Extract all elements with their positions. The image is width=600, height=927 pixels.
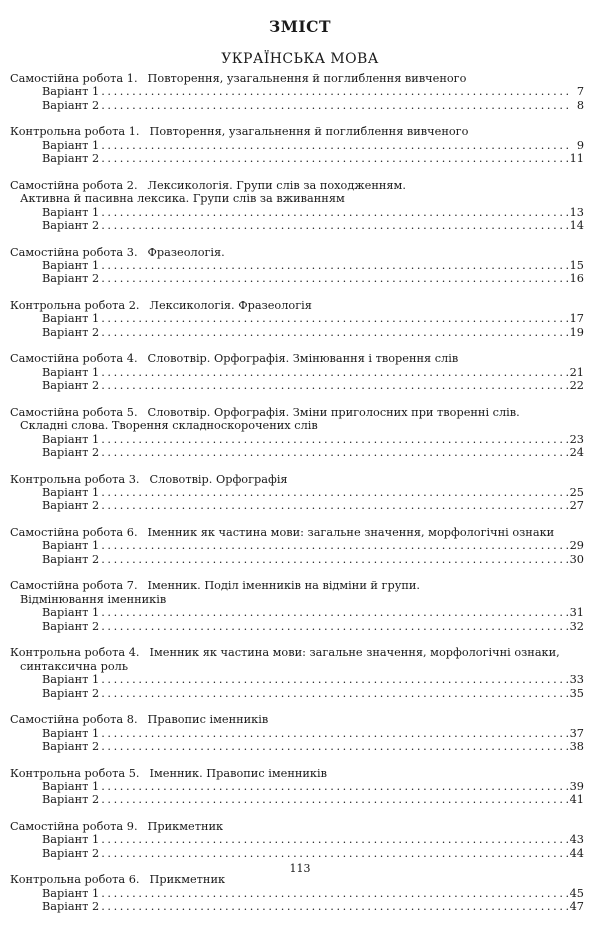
section-kind: Самостійна робота 3. bbox=[10, 245, 138, 259]
dot-leader bbox=[101, 326, 567, 339]
variant-label: Варіант 2 bbox=[42, 272, 100, 286]
toc-entry[interactable] bbox=[10, 99, 584, 112]
section-heading bbox=[10, 406, 584, 419]
page-ref: 9 bbox=[576, 138, 584, 152]
section-topic: Словотвір. Орфографія. Зміни приголосних при творенні слів. bbox=[147, 405, 520, 419]
variant-label: Варіант 2 bbox=[42, 739, 100, 753]
toc-entry[interactable] bbox=[10, 446, 584, 459]
dot-leader bbox=[101, 727, 567, 740]
dot-leader bbox=[101, 152, 567, 165]
dot-leader bbox=[101, 272, 567, 285]
variant-label: Варіант 1 bbox=[42, 726, 100, 740]
section-kind: Контрольна робота 6. bbox=[10, 873, 140, 887]
dot-leader bbox=[101, 673, 567, 686]
toc-entry[interactable] bbox=[10, 206, 584, 219]
page-ref: 19 bbox=[569, 325, 584, 339]
variant-label: Варіант 2 bbox=[42, 152, 100, 166]
toc-section bbox=[10, 767, 584, 807]
toc-entry[interactable] bbox=[10, 366, 584, 379]
toc-entry[interactable] bbox=[10, 687, 584, 700]
toc-entry[interactable] bbox=[10, 139, 584, 152]
page-subtitle: УКРАЇНСЬКА МОВА bbox=[221, 51, 379, 67]
toc-section bbox=[10, 473, 584, 513]
page-ref: 11 bbox=[569, 152, 584, 166]
dot-leader bbox=[101, 99, 568, 112]
page-ref: 45 bbox=[569, 886, 584, 900]
page-ref: 21 bbox=[569, 365, 584, 379]
toc-section bbox=[10, 579, 584, 633]
section-heading bbox=[10, 299, 584, 312]
page-ref: 15 bbox=[569, 259, 584, 273]
page-ref: 24 bbox=[569, 446, 584, 460]
dot-leader bbox=[101, 847, 567, 860]
dot-leader bbox=[101, 780, 567, 793]
variant-label: Варіант 2 bbox=[42, 446, 100, 460]
dot-leader bbox=[101, 206, 567, 219]
dot-leader bbox=[101, 366, 567, 379]
section-kind: Контрольна робота 1. bbox=[10, 125, 140, 139]
variant-label: Варіант 2 bbox=[42, 846, 100, 860]
section-topic: Іменник як частина мови: загальне значення, морфологічні ознаки bbox=[147, 526, 555, 540]
toc-entry[interactable] bbox=[10, 499, 584, 512]
section-heading bbox=[10, 473, 584, 486]
variant-label: Варіант 2 bbox=[42, 98, 100, 112]
section-kind: Самостійна робота 5. bbox=[10, 405, 138, 419]
page-ref: 8 bbox=[576, 98, 584, 112]
toc-entry[interactable] bbox=[10, 312, 584, 325]
section-topic: Повторення, узагальнення й поглиблення вивченого bbox=[147, 72, 467, 85]
toc-entry[interactable] bbox=[10, 433, 584, 446]
variant-label: Варіант 1 bbox=[42, 205, 100, 219]
variant-label: Варіант 2 bbox=[42, 686, 100, 700]
section-kind: Самостійна робота 8. bbox=[10, 713, 138, 727]
variant-label: Варіант 2 bbox=[42, 793, 100, 807]
page-ref: 37 bbox=[569, 726, 584, 740]
section-kind: Самостійна робота 2. bbox=[10, 178, 138, 192]
variant-label: Варіант 1 bbox=[42, 432, 100, 446]
variant-label: Варіант 1 bbox=[42, 486, 100, 500]
section-topic: Словотвір. Орфографія. Змінювання і творення слів bbox=[147, 352, 459, 366]
toc-entry[interactable] bbox=[10, 847, 584, 860]
variant-label: Варіант 2 bbox=[42, 219, 100, 233]
page-ref: 32 bbox=[569, 619, 584, 633]
section-topic-continued: Активна й пасивна лексика. Групи слів за вживанням bbox=[20, 192, 345, 206]
toc-section bbox=[10, 646, 584, 700]
section-kind: Контрольна робота 2. bbox=[10, 299, 140, 313]
page-ref: 23 bbox=[569, 432, 584, 446]
section-kind: Самостійна робота 7. bbox=[10, 579, 138, 593]
variant-label: Варіант 1 bbox=[42, 673, 100, 687]
dot-leader bbox=[101, 900, 567, 913]
dot-leader bbox=[101, 740, 567, 753]
section-heading bbox=[10, 72, 584, 85]
toc-entry[interactable] bbox=[10, 152, 584, 165]
variant-label: Варіант 1 bbox=[42, 85, 100, 99]
dot-leader bbox=[101, 833, 567, 846]
variant-label: Варіант 1 bbox=[42, 539, 100, 553]
page-ref: 33 bbox=[569, 673, 584, 687]
toc-entry[interactable] bbox=[10, 780, 584, 793]
section-heading bbox=[10, 820, 584, 833]
section-heading bbox=[10, 713, 584, 726]
toc-entry[interactable] bbox=[10, 259, 584, 272]
toc-entry[interactable] bbox=[10, 486, 584, 499]
section-kind: Самостійна робота 6. bbox=[10, 526, 138, 540]
dot-leader bbox=[101, 887, 567, 900]
section-heading bbox=[10, 526, 584, 539]
dot-leader bbox=[101, 312, 567, 325]
page-ref: 17 bbox=[569, 312, 584, 326]
variant-label: Варіант 1 bbox=[42, 886, 100, 900]
dot-leader bbox=[101, 259, 567, 272]
toc-section bbox=[10, 299, 584, 339]
section-heading bbox=[10, 246, 584, 259]
section-heading bbox=[10, 646, 584, 659]
dot-leader bbox=[101, 539, 567, 552]
section-kind: Самостійна робота 1. bbox=[10, 72, 138, 85]
toc-section bbox=[10, 352, 584, 392]
dot-leader bbox=[101, 553, 567, 566]
toc-entry[interactable] bbox=[10, 740, 584, 753]
variant-label: Варіант 2 bbox=[42, 325, 100, 339]
toc-entry[interactable] bbox=[10, 85, 584, 98]
variant-label: Варіант 1 bbox=[42, 606, 100, 620]
dot-leader bbox=[101, 499, 567, 512]
section-topic: Фразеологія. bbox=[147, 245, 225, 259]
variant-label: Варіант 1 bbox=[42, 138, 100, 152]
toc-section bbox=[10, 873, 584, 913]
section-topic-continued: синтаксична роль bbox=[20, 659, 128, 673]
dot-leader bbox=[101, 85, 568, 98]
page-number: 113 bbox=[289, 862, 311, 875]
toc-entry[interactable] bbox=[10, 620, 584, 633]
section-heading bbox=[10, 873, 584, 886]
toc-entry[interactable] bbox=[10, 793, 584, 806]
toc-section bbox=[10, 713, 584, 753]
page-ref: 41 bbox=[569, 793, 584, 807]
section-topic: Лексикологія. Групи слів за походженням. bbox=[147, 178, 406, 192]
page-ref: 7 bbox=[576, 85, 584, 99]
page-ref: 27 bbox=[569, 499, 584, 513]
section-topic-continued: Складні слова. Творення складноскорочених слів bbox=[20, 419, 318, 433]
toc-entry[interactable] bbox=[10, 272, 584, 285]
toc-section bbox=[10, 179, 584, 233]
page-ref: 13 bbox=[569, 205, 584, 219]
toc-entry[interactable] bbox=[10, 606, 584, 619]
section-topic: Іменник як частина мови: загальне значення, морфологічні ознаки, bbox=[149, 646, 560, 660]
section-heading bbox=[10, 179, 584, 192]
page-ref: 35 bbox=[569, 686, 584, 700]
page-ref: 47 bbox=[569, 900, 584, 914]
dot-leader bbox=[101, 433, 567, 446]
section-heading bbox=[10, 579, 584, 592]
dot-leader bbox=[101, 379, 567, 392]
dot-leader bbox=[101, 606, 567, 619]
dot-leader bbox=[101, 446, 567, 459]
variant-label: Варіант 2 bbox=[42, 499, 100, 513]
section-kind: Самостійна робота 9. bbox=[10, 819, 138, 833]
page-ref: 25 bbox=[569, 486, 584, 500]
toc-entry[interactable] bbox=[10, 379, 584, 392]
section-kind: Самостійна робота 4. bbox=[10, 352, 138, 366]
page-ref: 44 bbox=[569, 846, 584, 860]
toc-entry[interactable] bbox=[10, 553, 584, 566]
toc-section bbox=[10, 406, 584, 460]
variant-label: Варіант 1 bbox=[42, 365, 100, 379]
variant-label: Варіант 1 bbox=[42, 312, 100, 326]
toc-entry[interactable] bbox=[10, 727, 584, 740]
dot-leader bbox=[101, 139, 568, 152]
page-ref: 14 bbox=[569, 219, 584, 233]
section-kind: Контрольна робота 4. bbox=[10, 646, 140, 660]
section-topic: Словотвір. Орфографія bbox=[149, 472, 288, 486]
variant-label: Варіант 2 bbox=[42, 619, 100, 633]
section-topic: Правопис іменників bbox=[147, 713, 269, 727]
section-heading bbox=[10, 767, 584, 780]
variant-label: Варіант 2 bbox=[42, 900, 100, 914]
dot-leader bbox=[101, 219, 567, 232]
dot-leader bbox=[101, 620, 567, 633]
section-topic-continued: Відмінювання іменників bbox=[20, 592, 167, 606]
variant-label: Варіант 2 bbox=[42, 379, 100, 393]
variant-label: Варіант 1 bbox=[42, 259, 100, 273]
toc-entry[interactable] bbox=[10, 219, 584, 232]
toc-section bbox=[10, 246, 584, 286]
page-ref: 31 bbox=[569, 606, 584, 620]
page-ref: 29 bbox=[569, 539, 584, 553]
toc-entry[interactable] bbox=[10, 887, 584, 900]
page-ref: 16 bbox=[569, 272, 584, 286]
section-heading bbox=[10, 125, 584, 138]
section-topic: Повторення, узагальнення й поглиблення вивченого bbox=[149, 125, 469, 139]
section-topic: Іменник. Правопис іменників bbox=[149, 766, 327, 780]
section-topic: Прикметник bbox=[149, 873, 226, 887]
page-ref: 30 bbox=[569, 552, 584, 566]
page-ref: 43 bbox=[569, 833, 584, 847]
dot-leader bbox=[101, 486, 567, 499]
page-title: ЗМІСТ bbox=[269, 17, 331, 36]
page-ref: 22 bbox=[569, 379, 584, 393]
section-topic: Прикметник bbox=[147, 819, 224, 833]
variant-label: Варіант 1 bbox=[42, 779, 100, 793]
section-topic: Іменник. Поділ іменників на відміни й групи. bbox=[147, 579, 421, 593]
toc-section bbox=[10, 125, 584, 165]
toc-section bbox=[10, 526, 584, 566]
toc-entry[interactable] bbox=[10, 539, 584, 552]
variant-label: Варіант 2 bbox=[42, 552, 100, 566]
section-kind: Контрольна робота 3. bbox=[10, 472, 140, 486]
section-heading bbox=[10, 352, 584, 365]
dot-leader bbox=[101, 793, 567, 806]
page-ref: 39 bbox=[569, 779, 584, 793]
toc-entry[interactable] bbox=[10, 833, 584, 846]
variant-label: Варіант 1 bbox=[42, 833, 100, 847]
dot-leader bbox=[101, 687, 567, 700]
page-ref: 38 bbox=[569, 739, 584, 753]
toc-section bbox=[10, 820, 584, 860]
toc-entry[interactable] bbox=[10, 326, 584, 339]
section-topic: Лексикологія. Фразеологія bbox=[149, 299, 312, 313]
section-kind: Контрольна робота 5. bbox=[10, 766, 140, 780]
toc-section bbox=[10, 72, 584, 112]
table-of-contents bbox=[10, 72, 584, 927]
toc-entry[interactable] bbox=[10, 900, 584, 913]
toc-entry[interactable] bbox=[10, 673, 584, 686]
